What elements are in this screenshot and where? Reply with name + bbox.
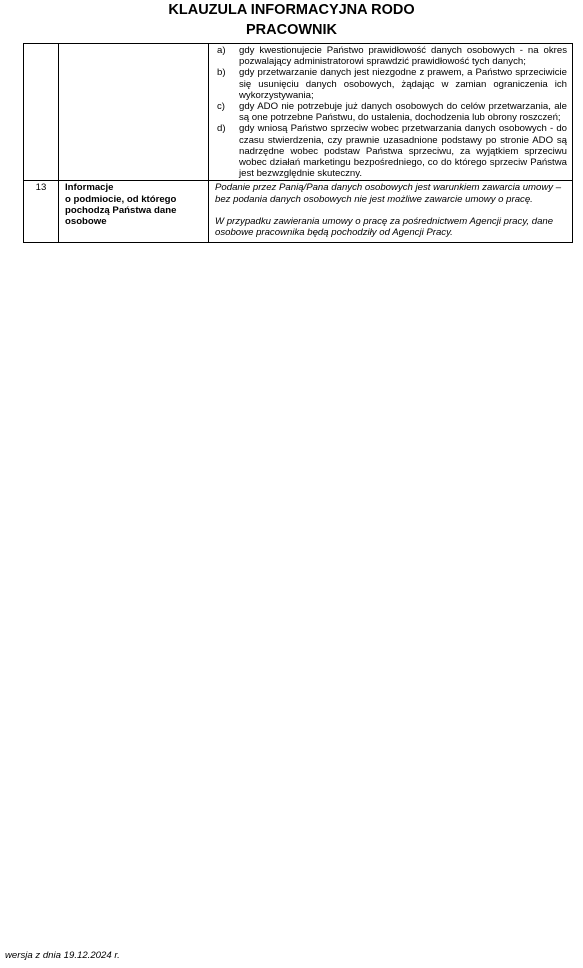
version-note: wersja z dnia 19.12.2024 r. xyxy=(5,950,120,961)
table-row-13 xyxy=(24,181,573,243)
document-title: KLAUZULA INFORMACYJNA RODO xyxy=(168,2,415,18)
list-item-text: gdy kwestionujecie Państwo prawidłowość danych osobowych - na okres pozwalający administratorowi sprawdzić prawidłowość tych danych; xyxy=(239,45,567,68)
restriction-list xyxy=(209,44,572,180)
list-item-label: b) xyxy=(217,67,226,79)
list-item xyxy=(217,101,567,123)
list-item-text: gdy przetwarzanie danych jest niezgodne z prawem, a Państwo sprzeciwicie się usunięciu danych osobowych, żądając w zamian ograniczenia ich wykorzystywania; xyxy=(239,67,567,101)
number-cell-empty xyxy=(24,44,59,181)
list-item-text: gdy ADO nie potrzebuje już danych osobowych do celów przetwarzania, ale są one potrzebne Państwu, do ustalenia, dochodzenia lub obrony roszczeń; xyxy=(239,101,567,124)
list-item-text: gdy wniosą Państwo sprzeciw wobec przetwarzania danych osobowych - do czasu stwierdzenia, czy prawnie uzasadnione podstawy po stronie ADO są nadrzędne wobec podstaw Państwa sprzeciwu, za wyjątkiem sprzeciwu wobec działań marketingu bezpośredniego, co do którego sprzeciw Państwa jest bezwzględnie skuteczny. xyxy=(239,123,567,180)
row-content xyxy=(209,181,573,243)
list-item-label: a) xyxy=(217,45,226,56)
list-item-label: c) xyxy=(217,101,225,113)
table-row-continuation xyxy=(24,44,573,181)
info-paragraph-1: Podanie przez Panią/Pana danych osobowych jest warunkiem zawarcia umowy – bez podania danych osobowych nie jest możliwe zawarcie umowy o pracę. xyxy=(215,182,562,205)
info-paragraph-2: W przypadku zawierania umowy o pracę za pośrednictwem Agencji pracy, dane osobowe pracownika będą pochodziły od Agencji Pracy. xyxy=(215,215,554,239)
list-item xyxy=(217,67,567,101)
heading-cell-empty xyxy=(59,44,209,181)
content-cell xyxy=(209,44,573,181)
document-subtitle: PRACOWNIK xyxy=(245,22,338,38)
list-item xyxy=(217,45,567,67)
row-heading-line1: Informacje xyxy=(65,182,114,194)
row-number: 13 xyxy=(24,181,59,243)
row-heading-line2: o podmiocie, od którego pochodzą Państwa dane osobowe xyxy=(65,193,177,228)
list-item xyxy=(217,123,567,179)
info-clause-table xyxy=(23,43,573,243)
row-heading xyxy=(59,181,209,243)
list-item-label: d) xyxy=(217,123,226,135)
